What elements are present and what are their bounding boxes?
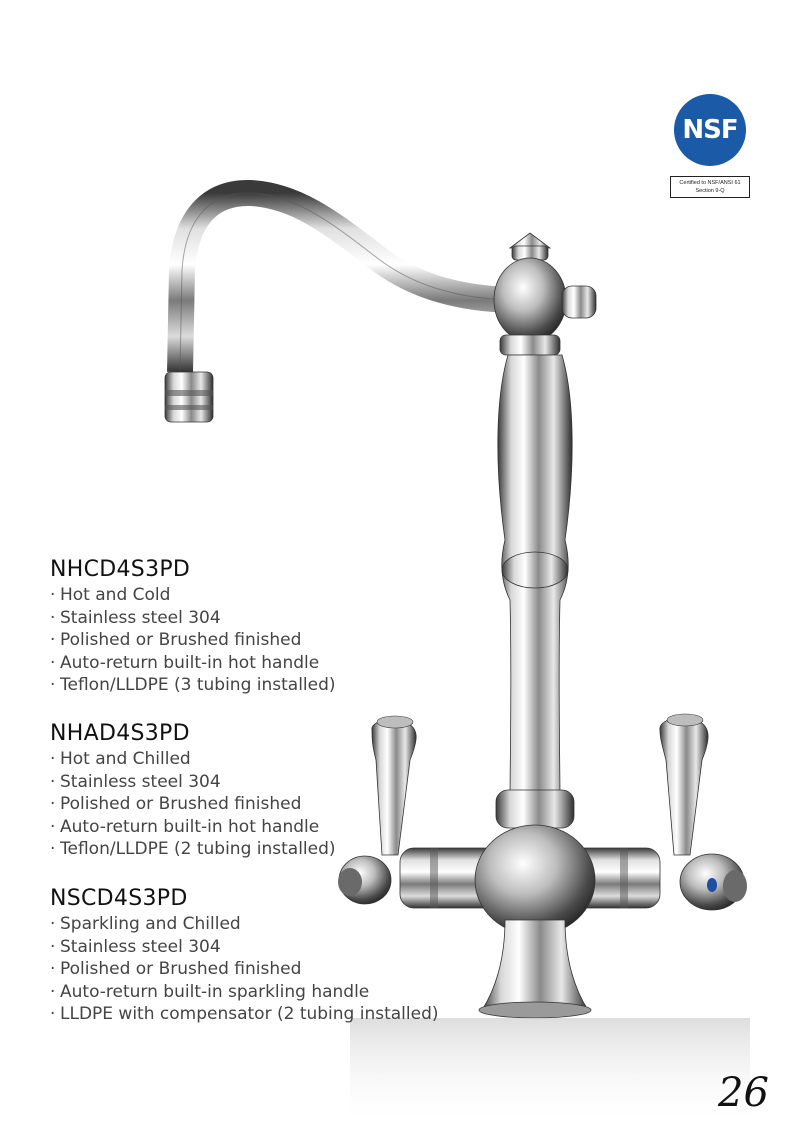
nsf-cert-line2: Section 9-Q bbox=[695, 188, 725, 194]
feature-item: · Auto-return built-in hot handle bbox=[50, 652, 336, 675]
nsf-logo: NSF bbox=[674, 94, 746, 166]
product-block-1 bbox=[50, 556, 336, 697]
feature-item: · Auto-return built-in sparkling handle bbox=[50, 981, 439, 1004]
feature-item: · Stainless steel 304 bbox=[50, 607, 336, 630]
faucet-left-handle bbox=[372, 720, 416, 855]
feature-item: · Hot and Cold bbox=[50, 584, 336, 607]
faucet-spout bbox=[180, 193, 520, 372]
product-model-title: NHCD4S3PD bbox=[50, 557, 191, 582]
faucet-right-handle bbox=[660, 718, 708, 855]
feature-item: · Polished or Brushed finished bbox=[50, 793, 336, 816]
feature-item: · Teflon/LLDPE (3 tubing installed) bbox=[50, 674, 336, 697]
feature-item: · Hot and Chilled bbox=[50, 748, 336, 771]
feature-item: · Sparkling and Chilled bbox=[50, 913, 439, 936]
nsf-certification bbox=[670, 94, 750, 198]
feature-list bbox=[50, 748, 336, 861]
nsf-cert-box bbox=[670, 176, 750, 198]
feature-item: · Stainless steel 304 bbox=[50, 936, 439, 959]
feature-item: · Auto-return built-in hot handle bbox=[50, 816, 336, 839]
page-number: 26 bbox=[718, 1070, 769, 1116]
feature-item: · Polished or Brushed finished bbox=[50, 958, 439, 981]
feature-item: · LLDPE with compensator (2 tubing installed) bbox=[50, 1003, 439, 1026]
product-model-title: NSCD4S3PD bbox=[50, 886, 188, 911]
feature-item: · Polished or Brushed finished bbox=[50, 629, 336, 652]
feature-item: · Teflon/LLDPE (2 tubing installed) bbox=[50, 838, 336, 861]
feature-item: · Stainless steel 304 bbox=[50, 771, 336, 794]
product-block-3 bbox=[50, 885, 439, 1026]
product-model-title: NHAD4S3PD bbox=[50, 721, 190, 746]
nsf-cert-line1: Certified to NSF/ANSI 61 bbox=[679, 180, 741, 186]
feature-list bbox=[50, 913, 439, 1026]
feature-list bbox=[50, 584, 336, 697]
product-block-2 bbox=[50, 720, 336, 861]
